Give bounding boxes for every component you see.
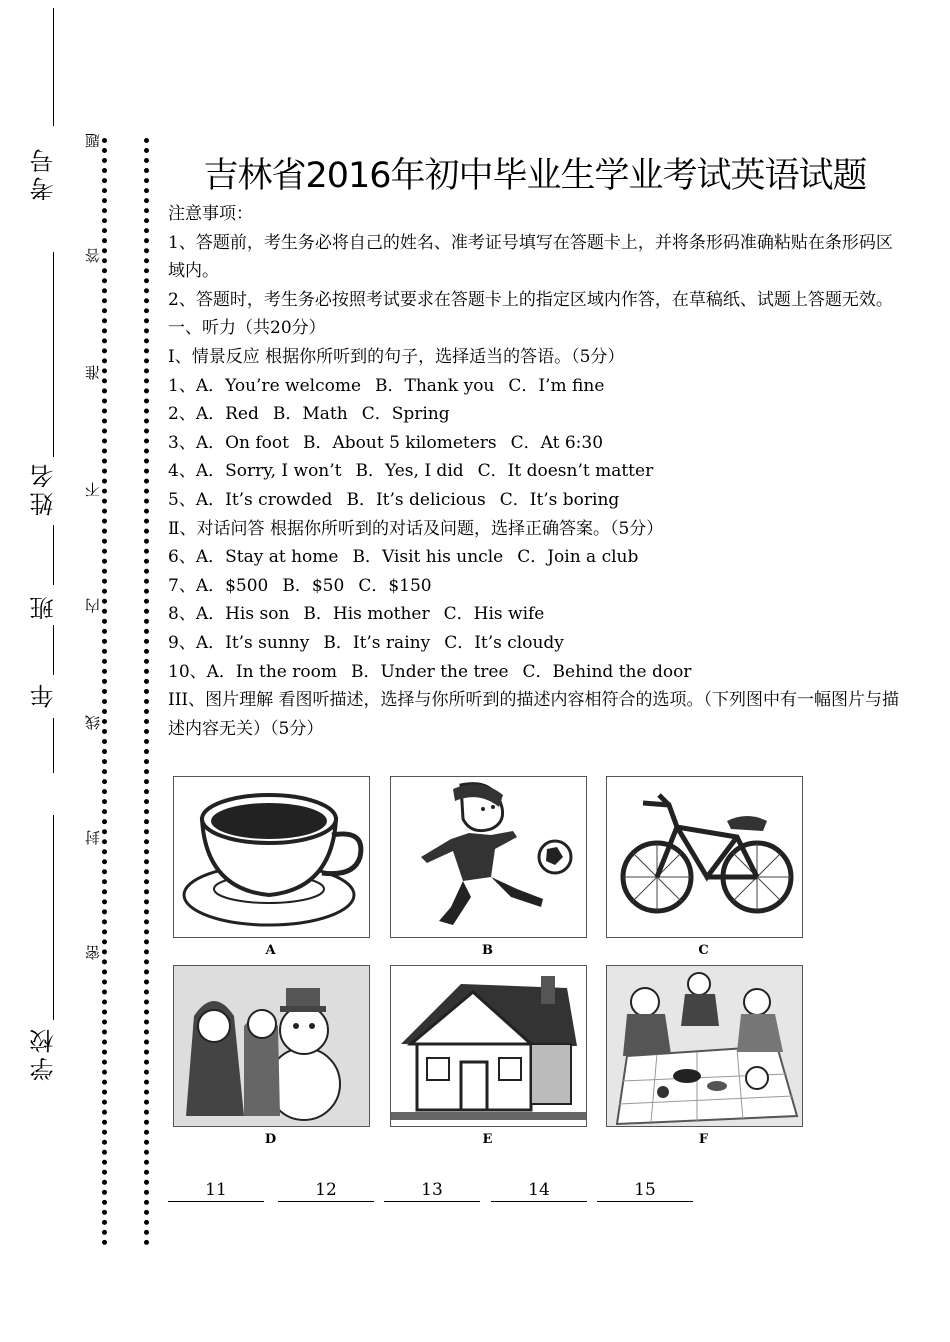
option-a: A．His son xyxy=(195,604,290,625)
name-line xyxy=(53,252,54,457)
seal-dotted-line-outer xyxy=(102,138,107,1246)
answer-blank[interactable]: 11 xyxy=(168,1180,264,1202)
option-c: C．His wife xyxy=(443,604,545,625)
option-b: B．It’s rainy xyxy=(323,632,431,653)
seal-char: 答 xyxy=(84,248,102,263)
school-label: 学校 xyxy=(30,1025,58,1081)
option-c: C．I’m fine xyxy=(508,375,605,396)
question-number: 7、 xyxy=(168,575,196,596)
option-b: B．Yes, I did xyxy=(355,461,464,482)
option-a: A．$500 xyxy=(195,575,269,596)
option-b: B．Math xyxy=(272,404,348,425)
question-row xyxy=(168,457,908,486)
option-c: C．Behind the door xyxy=(522,661,692,682)
option-c: C．It doesn’t matter xyxy=(477,461,654,482)
seal-char: 准 xyxy=(84,365,102,380)
exam-no-label: 考号 xyxy=(30,145,58,201)
part-heading: Ⅱ、对话问答 根据你所听到的对话及问题，选择正确答案。（5分） xyxy=(168,518,664,539)
class-label: 班 xyxy=(30,592,58,620)
part-heading: III、图片理解 看图听描述，选择与你所听到的描述内容相符合的选项。（下列图中有一幅图片与描述内容无关）（5分） xyxy=(168,690,900,739)
option-b: B．Thank you xyxy=(375,375,495,396)
snowman-children-icon xyxy=(173,965,370,1127)
option-b: B．It’s delicious xyxy=(346,489,486,510)
question-number: 2、 xyxy=(168,404,196,425)
bicycle-icon xyxy=(606,776,803,938)
class-line xyxy=(53,525,54,585)
seal-char: 密 xyxy=(84,945,102,960)
seal-char: 封 xyxy=(84,830,102,845)
question-row xyxy=(168,572,908,601)
question-row xyxy=(168,372,908,401)
house-icon xyxy=(390,965,587,1127)
picture-label: F xyxy=(698,1132,709,1147)
option-c: C．It’s boring xyxy=(499,489,620,510)
question-number: 8、 xyxy=(168,604,196,625)
answer-blank[interactable]: 13 xyxy=(384,1180,480,1202)
grade-label: 年 xyxy=(30,680,58,708)
grade-line xyxy=(53,625,54,675)
answer-blank[interactable]: 14 xyxy=(491,1180,587,1202)
option-b: B．Visit his uncle xyxy=(352,547,504,568)
note-item: 1、答题前，考生务必将自己的姓名、准考证号填写在答题卡上，并将条形码准确粘贴在条形码区域内。 xyxy=(168,232,893,282)
picture-label: C xyxy=(698,943,709,958)
exam-title: 吉林省2016年初中毕业生学业考试英语试题 xyxy=(203,156,867,196)
seal-char: 题 xyxy=(84,133,102,148)
question-number: 9、 xyxy=(168,632,196,653)
school-top-line xyxy=(53,718,54,773)
picture-label: A xyxy=(265,943,276,958)
question-row xyxy=(168,629,908,658)
option-a: A．In the room xyxy=(206,661,337,682)
option-a: A．It’s crowded xyxy=(195,489,333,510)
option-c: C．$150 xyxy=(358,575,432,596)
question-row xyxy=(168,543,908,572)
seal-char: 内 xyxy=(84,598,102,613)
picture-label: B xyxy=(482,943,493,958)
option-c: C．Join a club xyxy=(517,547,639,568)
option-b: B．About 5 kilometers xyxy=(303,432,497,453)
option-c: C．Spring xyxy=(361,404,450,425)
option-a: A．Red xyxy=(195,404,259,425)
option-a: A．On foot xyxy=(195,432,289,453)
boy-playing-soccer-icon xyxy=(390,776,587,938)
picnic-icon xyxy=(606,965,803,1127)
option-a: A．Sorry, I won’t xyxy=(195,461,342,482)
option-a: A．You’re welcome xyxy=(195,375,362,396)
seal-char: 线 xyxy=(84,715,102,730)
question-row xyxy=(168,429,908,458)
option-c: C．At 6:30 xyxy=(510,432,604,453)
question-row xyxy=(168,400,908,429)
name-label: 姓名 xyxy=(30,460,58,516)
seal-dotted-line-inner xyxy=(144,138,149,1246)
option-c: C．It’s cloudy xyxy=(444,632,564,653)
answer-blank[interactable]: 12 xyxy=(278,1180,374,1202)
option-b: B．His mother xyxy=(303,604,430,625)
picture-label: D xyxy=(264,1132,277,1147)
seal-char: 不 xyxy=(84,482,102,497)
question-row xyxy=(168,486,908,515)
school-line xyxy=(53,815,54,1020)
section-heading: 一、听力（共20分） xyxy=(168,318,326,339)
question-number: 3、 xyxy=(168,432,196,453)
exam-no-line xyxy=(53,8,54,126)
option-b: B．$50 xyxy=(282,575,345,596)
answer-blank[interactable]: 15 xyxy=(597,1180,693,1202)
question-number: 1、 xyxy=(168,375,196,396)
question-number: 6、 xyxy=(168,547,196,568)
notes-heading: 注意事项： xyxy=(168,204,253,224)
question-number: 4、 xyxy=(168,461,196,482)
part-heading: Ⅰ、情景反应 根据你所听到的句子，选择适当的答语。（5分） xyxy=(168,346,625,367)
question-number: 10、 xyxy=(168,661,207,682)
question-row xyxy=(168,600,908,629)
option-a: A．It’s sunny xyxy=(195,632,310,653)
coffee-cup-icon xyxy=(173,776,370,938)
question-row xyxy=(168,658,908,687)
option-a: A．Stay at home xyxy=(195,547,339,568)
option-b: B．Under the tree xyxy=(350,661,509,682)
question-number: 5、 xyxy=(168,489,196,510)
note-item: 2、答题时，考生务必按照考试要求在答题卡上的指定区域内作答，在草稿纸、试题上答题无效。 xyxy=(168,289,893,310)
exam-content xyxy=(168,200,908,743)
picture-label: E xyxy=(482,1132,493,1147)
